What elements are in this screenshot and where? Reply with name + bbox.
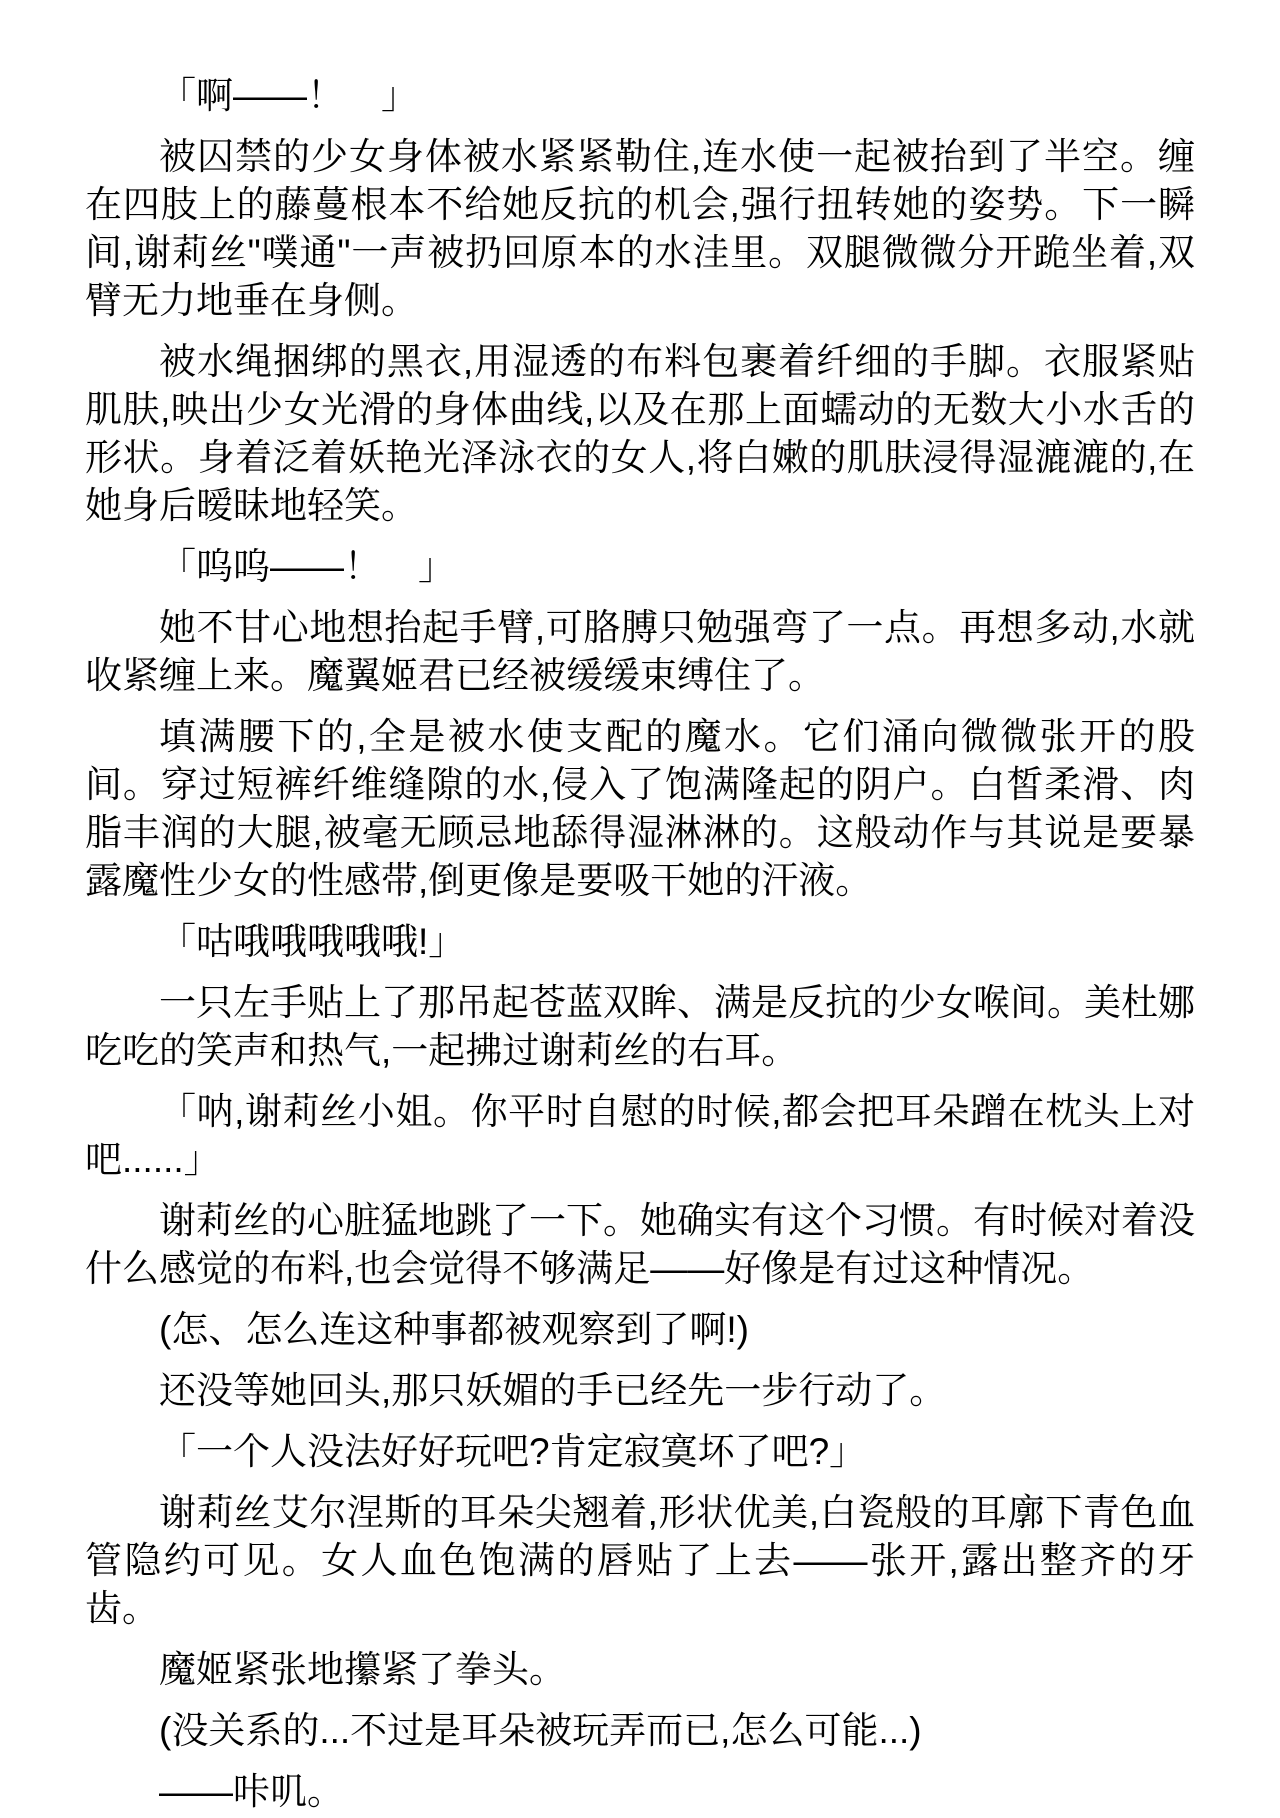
narration-paragraph-1: 被囚禁的少女身体被水紧紧勒住,连水使一起被抬到了半空。缠在四肢上的藤蔓根本不给她反抗的机会,强行扭转她的姿势。下一瞬间,谢莉丝"噗通"一声被扔回原本的水洼里。双腿微微分开跪坐着,双臂无力地垂在身侧。 xyxy=(85,136,1195,321)
narration-paragraph-7: 还没等她回头,那只妖媚的手已经先一步行动了。 xyxy=(159,1370,947,1411)
dialogue-line-3: 「咕哦哦哦哦哦!」 xyxy=(159,921,466,962)
narration-paragraph-8: 谢莉丝艾尔涅斯的耳朵尖翘着,形状优美,白瓷般的耳廓下青色血管隐约可见。女人血色饱满的唇贴了上去——张开,露出整齐的牙齿。 xyxy=(85,1492,1195,1629)
dialogue-line-5: 「一个人没法好好玩吧?肯定寂寞坏了吧?」 xyxy=(159,1431,867,1472)
dialogue-line-4: 「呐,谢莉丝小姐。你平时自慰的时候,都会把耳朵蹭在枕头上对吧......」 xyxy=(85,1091,1195,1180)
narration-paragraph-3: 她不甘心地想抬起手臂,可胳膊只勉强弯了一点。再想多动,水就收紧缠上来。魔翼姬君已经被缓缓束缚住了。 xyxy=(85,607,1195,696)
narration-paragraph-4: 填满腰下的,全是被水使支配的魔水。它们涌向微微张开的股间。穿过短裤纤维缝隙的水,侵入了饱满隆起的阴户。白皙柔滑、肉脂丰润的大腿,被毫无顾忌地舔得湿淋淋的。这般动作与其说是要暴露魔性少女的性感带,倒更像是要吸干她的汗液。 xyxy=(85,716,1195,901)
sound-effect-line: ——咔叽。 xyxy=(159,1771,344,1812)
narration-paragraph-2: 被水绳捆绑的黑衣,用湿透的布料包裹着纤细的手脚。衣服紧贴肌肤,映出少女光滑的身体曲线,以及在那上面蠕动的无数大小水舌的形状。身着泛着妖艳光泽泳衣的女人,将白嫩的肌肤浸得湿漉漉的,在她身后暧昧地轻笑。 xyxy=(85,341,1195,526)
dialogue-line-1: 「啊——！ 」 xyxy=(159,75,418,116)
dialogue-line-2: 「呜呜——！ 」 xyxy=(159,546,455,587)
narration-paragraph-6: 谢莉丝的心脏猛地跳了一下。她确实有这个习惯。有时候对着没什么感觉的布料,也会觉得不够满足——好像是有过这种情况。 xyxy=(85,1200,1195,1289)
thought-line-2: (没关系的...不过是耳朵被玩弄而已,怎么可能...) xyxy=(159,1710,922,1751)
narration-paragraph-5: 一只左手贴上了那吊起苍蓝双眸、满是反抗的少女喉间。美杜娜吃吃的笑声和热气,一起拂过谢莉丝的右耳。 xyxy=(85,982,1195,1071)
thought-line-1: (怎、怎么连这种事都被观察到了啊!) xyxy=(159,1309,749,1350)
narration-paragraph-9: 魔姬紧张地攥紧了拳头。 xyxy=(159,1649,566,1690)
